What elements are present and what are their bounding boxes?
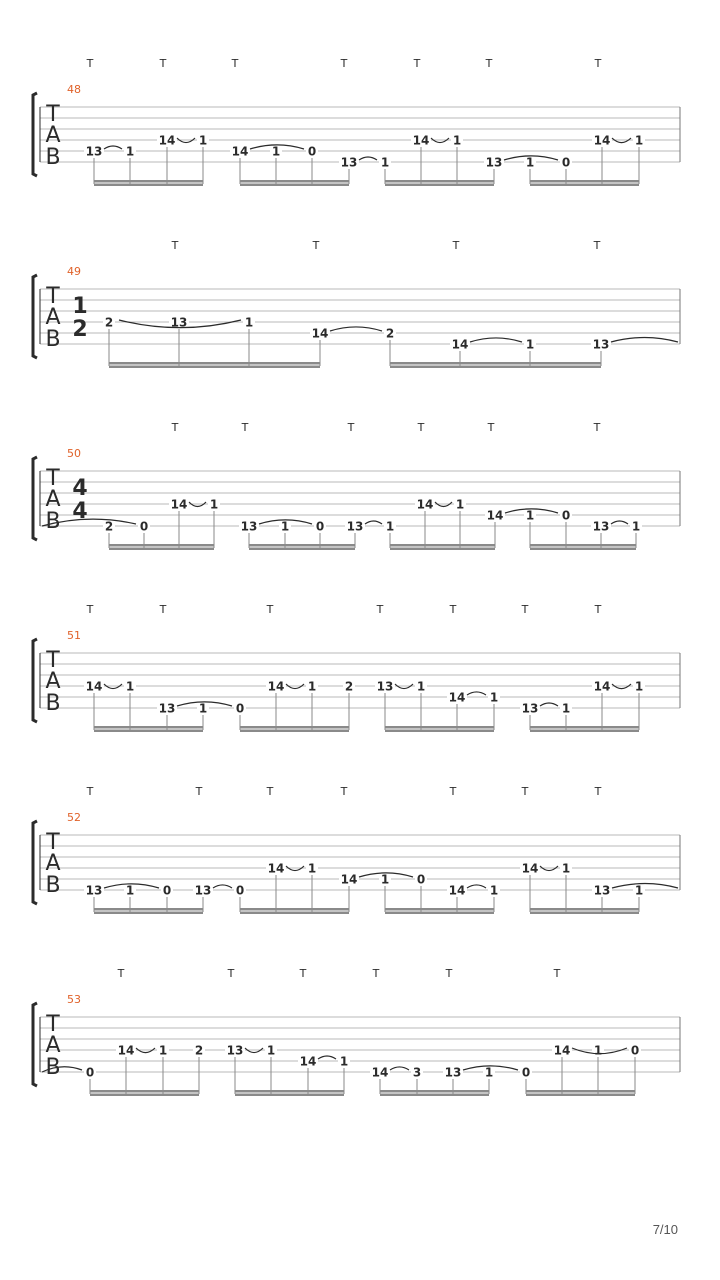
beam — [235, 1090, 344, 1093]
fret-number: 14 — [299, 1054, 317, 1069]
beam — [530, 544, 636, 547]
fret-number: 14 — [85, 679, 103, 694]
fret-number: 1 — [339, 1054, 349, 1069]
slur — [330, 327, 382, 331]
tab-system — [33, 57, 680, 186]
slur — [467, 885, 486, 888]
fret-number: 1 — [307, 861, 317, 876]
fret-number: 14 — [231, 144, 249, 159]
fret-number: 1 — [380, 872, 390, 887]
tap-mark: T — [231, 57, 239, 70]
tap-mark: T — [553, 967, 561, 980]
tap-mark: T — [312, 239, 320, 252]
measure-number: 50 — [67, 447, 81, 460]
fret-number: 13 — [85, 144, 103, 159]
tab-system — [33, 603, 680, 732]
slur — [365, 521, 382, 524]
fret-number: 1 — [307, 679, 317, 694]
beam — [94, 730, 203, 733]
tab-clef-letter: T — [46, 648, 60, 673]
fret-number: 1 — [593, 1043, 603, 1058]
beam — [380, 1094, 489, 1097]
fret-number: 1 — [634, 133, 644, 148]
fret-number: 14 — [553, 1043, 571, 1058]
fret-number: 3 — [412, 1065, 422, 1080]
slur — [540, 703, 558, 706]
fret-number: 1 — [266, 1043, 276, 1058]
tap-mark: T — [266, 785, 274, 798]
beam — [385, 184, 494, 187]
tab-clef-letter: B — [45, 691, 61, 716]
fret-number: 0 — [235, 701, 245, 716]
fret-number: 0 — [561, 155, 571, 170]
beam — [109, 544, 214, 547]
fret-number: 1 — [385, 519, 395, 534]
fret-number: 1 — [525, 155, 535, 170]
fret-number: 1 — [561, 861, 571, 876]
tap-mark: T — [449, 785, 457, 798]
fret-number: 1 — [380, 155, 390, 170]
beam — [530, 908, 639, 911]
fret-number: 1 — [631, 519, 641, 534]
tab-clef-letter: A — [45, 1033, 61, 1058]
time-signature-bottom: 2 — [72, 317, 88, 342]
tap-mark: T — [86, 57, 94, 70]
fret-number: 13 — [592, 519, 610, 534]
fret-number: 13 — [593, 883, 611, 898]
tap-mark: T — [594, 603, 602, 616]
beam — [240, 726, 349, 729]
beam — [235, 1094, 344, 1097]
beam — [530, 726, 639, 729]
fret-number: 13 — [170, 315, 188, 330]
tab-clef-letter: T — [46, 1012, 60, 1037]
tab-clef-letter: A — [45, 305, 61, 330]
tap-mark: T — [521, 785, 529, 798]
fret-number: 13 — [240, 519, 258, 534]
page-number: 7/10 — [652, 1222, 678, 1237]
fret-number: 1 — [561, 701, 571, 716]
fret-number: 0 — [630, 1043, 640, 1058]
beam — [385, 730, 494, 733]
beam — [530, 730, 639, 733]
fret-number: 14 — [486, 508, 504, 523]
slur — [467, 692, 486, 695]
tab-system — [33, 421, 680, 550]
fret-number: 14 — [117, 1043, 135, 1058]
fret-number: 0 — [235, 883, 245, 898]
beam — [390, 544, 495, 547]
fret-number: 14 — [593, 679, 611, 694]
beam — [109, 548, 214, 551]
fret-number: 0 — [162, 883, 172, 898]
beam — [530, 184, 639, 187]
tab-clef-letter: B — [45, 145, 61, 170]
slur — [359, 157, 377, 160]
tab-system — [33, 785, 680, 914]
beam — [94, 184, 203, 187]
beam — [385, 726, 494, 729]
fret-number: 1 — [455, 497, 465, 512]
fret-number: 13 — [346, 519, 364, 534]
beam — [90, 1090, 199, 1093]
fret-number: 14 — [448, 690, 466, 705]
fret-number: 13 — [85, 883, 103, 898]
tap-mark: T — [485, 57, 493, 70]
beam — [90, 1094, 199, 1097]
fret-number: 13 — [194, 883, 212, 898]
tap-mark: T — [445, 967, 453, 980]
tap-mark: T — [594, 785, 602, 798]
beam — [240, 908, 349, 911]
beam — [94, 180, 203, 183]
measure-number: 49 — [67, 265, 81, 278]
tap-mark: T — [241, 421, 249, 434]
beam — [240, 730, 349, 733]
fret-number: 1 — [452, 133, 462, 148]
beam — [109, 366, 320, 369]
tap-mark: T — [195, 785, 203, 798]
beam — [385, 180, 494, 183]
beam — [94, 912, 203, 915]
fret-number: 0 — [315, 519, 325, 534]
tab-clef-letter: A — [45, 123, 61, 148]
beam — [530, 548, 636, 551]
fret-number: 1 — [634, 679, 644, 694]
tab-clef-letter: B — [45, 873, 61, 898]
tap-mark: T — [593, 239, 601, 252]
fret-number: 14 — [158, 133, 176, 148]
slur — [318, 1056, 336, 1059]
tab-clef-letter: B — [45, 327, 61, 352]
tab-system — [33, 239, 680, 368]
tab-clef-letter: B — [45, 1055, 61, 1080]
slur — [104, 146, 122, 149]
tap-mark: T — [347, 421, 355, 434]
fret-number: 1 — [416, 679, 426, 694]
beam — [240, 180, 349, 183]
fret-number: 0 — [416, 872, 426, 887]
fret-number: 13 — [158, 701, 176, 716]
slur — [390, 1067, 409, 1070]
fret-number: 14 — [593, 133, 611, 148]
system-bracket — [33, 821, 37, 904]
fret-number: 0 — [85, 1065, 95, 1080]
fret-number: 1 — [198, 133, 208, 148]
tap-mark: T — [227, 967, 235, 980]
fret-number: 1 — [271, 144, 281, 159]
fret-number: 1 — [489, 690, 499, 705]
beam — [526, 1090, 635, 1093]
beam — [94, 908, 203, 911]
beam — [385, 908, 494, 911]
fret-number: 13 — [340, 155, 358, 170]
system-bracket — [33, 457, 37, 540]
beam — [530, 180, 639, 183]
slur — [611, 337, 678, 342]
tap-mark: T — [417, 421, 425, 434]
fret-number: 1 — [634, 883, 644, 898]
slur — [213, 885, 232, 888]
measure-number: 48 — [67, 83, 81, 96]
tab-clef-letter: T — [46, 830, 60, 855]
beam — [390, 366, 601, 369]
beam — [249, 544, 355, 547]
fret-number: 2 — [104, 519, 114, 534]
tap-mark: T — [86, 785, 94, 798]
fret-number: 13 — [226, 1043, 244, 1058]
slur — [470, 338, 522, 342]
tab-clef-letter: T — [46, 466, 60, 491]
fret-number: 2 — [104, 315, 114, 330]
fret-number: 0 — [521, 1065, 531, 1080]
measure-number: 52 — [67, 811, 81, 824]
tap-mark: T — [340, 57, 348, 70]
tab-clef-letter: T — [46, 284, 60, 309]
slur — [611, 521, 628, 524]
beam — [530, 912, 639, 915]
fret-number: 1 — [525, 337, 535, 352]
tap-mark: T — [159, 57, 167, 70]
tab-clef-letter: A — [45, 851, 61, 876]
fret-number: 1 — [125, 883, 135, 898]
fret-number: 1 — [489, 883, 499, 898]
fret-number: 1 — [484, 1065, 494, 1080]
tap-mark: T — [593, 421, 601, 434]
tap-mark: T — [266, 603, 274, 616]
tap-mark: T — [159, 603, 167, 616]
beam — [526, 1094, 635, 1097]
tap-mark: T — [452, 239, 460, 252]
tab-clef-letter: B — [45, 509, 61, 534]
fret-number: 1 — [280, 519, 290, 534]
time-signature-top: 1 — [72, 294, 88, 319]
tab-system — [33, 967, 680, 1096]
beam — [390, 548, 495, 551]
fret-number: 1 — [198, 701, 208, 716]
fret-number: 1 — [125, 679, 135, 694]
beam — [249, 548, 355, 551]
system-bracket — [33, 639, 37, 722]
fret-number: 14 — [371, 1065, 389, 1080]
tap-mark: T — [376, 603, 384, 616]
beam — [109, 362, 320, 365]
measure-number: 53 — [67, 993, 81, 1006]
fret-number: 0 — [307, 144, 317, 159]
fret-number: 14 — [340, 872, 358, 887]
fret-number: 2 — [385, 326, 395, 341]
fret-number: 14 — [267, 861, 285, 876]
tap-mark: T — [449, 603, 457, 616]
fret-number: 1 — [244, 315, 254, 330]
tab-clef-letter: A — [45, 669, 61, 694]
fret-number: 0 — [561, 508, 571, 523]
beam — [380, 1090, 489, 1093]
fret-number: 13 — [444, 1065, 462, 1080]
fret-number: 14 — [267, 679, 285, 694]
tap-mark: T — [594, 57, 602, 70]
tab-clef-letter: A — [45, 487, 61, 512]
fret-number: 13 — [376, 679, 394, 694]
system-bracket — [33, 1003, 37, 1086]
fret-number: 13 — [485, 155, 503, 170]
fret-number: 14 — [416, 497, 434, 512]
measure-number: 51 — [67, 629, 81, 642]
tap-mark: T — [171, 421, 179, 434]
system-bracket — [33, 275, 37, 358]
fret-number: 13 — [521, 701, 539, 716]
fret-number: 14 — [170, 497, 188, 512]
fret-number: 13 — [592, 337, 610, 352]
tap-mark: T — [117, 967, 125, 980]
beam — [240, 912, 349, 915]
tap-mark: T — [171, 239, 179, 252]
fret-number: 14 — [311, 326, 329, 341]
beam — [385, 912, 494, 915]
fret-number: 1 — [158, 1043, 168, 1058]
tap-mark: T — [340, 785, 348, 798]
fret-number: 14 — [448, 883, 466, 898]
fret-number: 1 — [209, 497, 219, 512]
tap-mark: T — [299, 967, 307, 980]
time-signature-bottom: 4 — [72, 499, 88, 524]
fret-number: 1 — [125, 144, 135, 159]
fret-number: 1 — [525, 508, 535, 523]
beam — [94, 726, 203, 729]
system-bracket — [33, 93, 37, 176]
tap-mark: T — [86, 603, 94, 616]
fret-number: 2 — [194, 1043, 204, 1058]
tap-mark: T — [413, 57, 421, 70]
fret-number: 14 — [451, 337, 469, 352]
tab-clef-letter: T — [46, 102, 60, 127]
beam — [390, 362, 601, 365]
tap-mark: T — [372, 967, 380, 980]
beam — [240, 184, 349, 187]
tap-mark: T — [521, 603, 529, 616]
fret-number: 14 — [412, 133, 430, 148]
fret-number: 2 — [344, 679, 354, 694]
fret-number: 14 — [521, 861, 539, 876]
fret-number: 0 — [139, 519, 149, 534]
tap-mark: T — [487, 421, 495, 434]
time-signature-top: 4 — [72, 476, 88, 501]
